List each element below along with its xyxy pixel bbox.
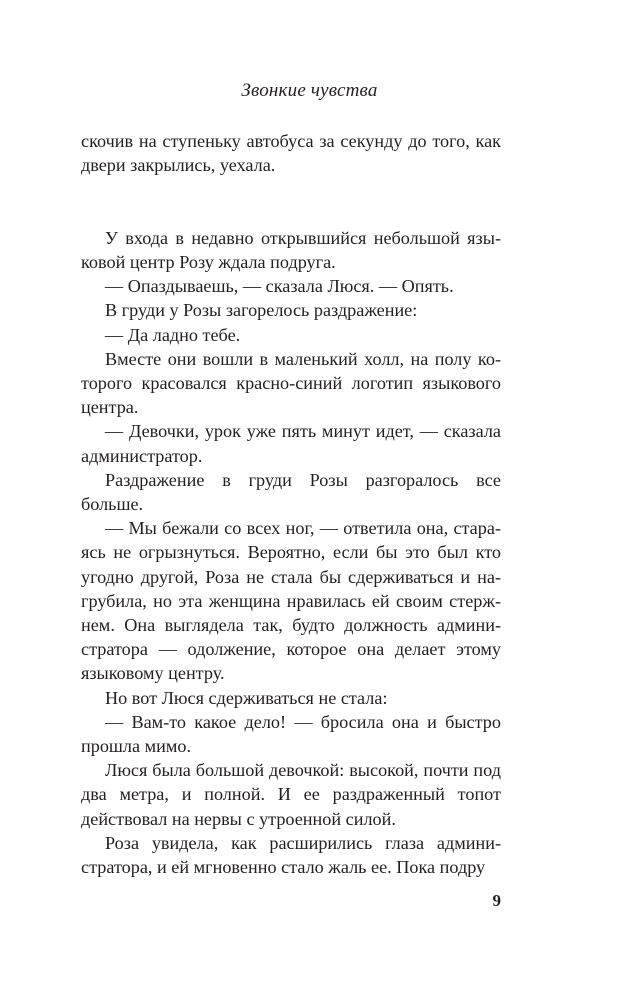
paragraph: — Да ладно тебе.: [105, 324, 241, 345]
running-head: Звонкие чувства: [241, 80, 378, 101]
paragraph: Роза увидела, как расширились глаза администратора, и ей мгновенно стало жаль ее. Пока подру: [81, 832, 501, 878]
paragraph: В груди у Розы загорелось раздражение:: [105, 300, 418, 321]
paragraph: Вместе они вошли в маленький холл, на полу которого красовался красно-синий логотип языкового центра.: [81, 348, 501, 418]
paragraph: — Девочки, урок уже пять минут идет, — сказала администратор.: [81, 421, 501, 466]
paragraph: Люся была большой девочкой: высокой, почти под два метра, и полной. И ее раздраженный топот действовал на нервы с утроенной силой.: [81, 760, 501, 829]
paragraph: — Вам-то какое дело! — бросила она и быстро прошла мимо.: [81, 711, 501, 757]
paragraph: У входа в недавно открывшийся небольшой языковой центр Розу ждала подруга.: [81, 227, 501, 272]
paragraph: — Опаздываешь, — сказала Люся. — Опять.: [105, 276, 454, 297]
body-text: [81, 129, 501, 879]
paragraph: Но вот Люся сдерживаться не стала:: [105, 687, 388, 708]
paragraph: — Мы бежали со всех ног, — ответила она, стараясь не огрызнуться. Вероятно, если бы это был кто угодно другой, Роза не стала бы сдерживаться и нагрубила, но эта женщина нравилась ей своим стержнем. Она выглядела так, будто должность администратора — одолжение, которое она делает этому языковому центру.: [81, 518, 501, 684]
paragraph: Раздражение в груди Розы разгоралось все больше.: [81, 469, 501, 515]
page-number: 9: [492, 891, 501, 910]
paragraph: скочив на ступеньку автобуса за секунду до того, как двери закрылись, уехала.: [81, 131, 501, 176]
